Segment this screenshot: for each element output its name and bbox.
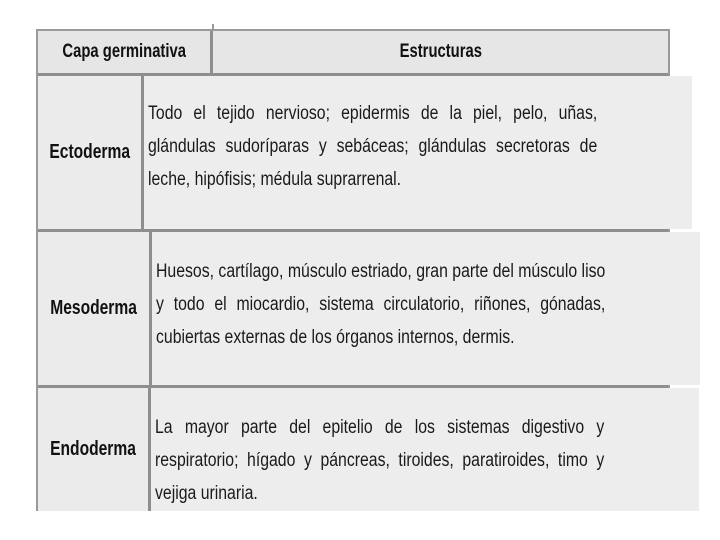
layer-cell [38, 76, 144, 229]
structures-text-ectoderm: Todo el tejido nervioso; epidermis de la piel, pelo, uñas, glándulas sudoríparas y sebáceas; glándulas secretoras de leche, hipófisis; médula suprarrenal. [148, 103, 598, 190]
germ-layer-table [36, 29, 670, 511]
table-header-row [38, 31, 668, 76]
structures-cell [151, 388, 699, 511]
table-row [38, 388, 668, 511]
structures-text-mesoderm: Huesos, cartílago, músculo estriado, gran parte del músculo liso y todo el miocardio, sistema circulatorio, riñones, gónadas, cubiertas externas de los órganos internos, dermis. [156, 261, 606, 348]
layer-name-endoderm: Endoderma [50, 438, 136, 460]
layer-name-mesoderm: Mesoderma [50, 297, 137, 319]
layer-cell [38, 388, 151, 511]
layer-cell [38, 232, 152, 385]
header-cell-structures [213, 31, 668, 73]
structures-text-endoderm: La mayor parte del epitelio de los sistemas digestivo y respiratorio; hígado y páncreas, tiroides, paratiroides, timo y vejiga urinaria. [155, 417, 605, 504]
structures-cell [152, 232, 700, 385]
structures-cell [144, 76, 692, 229]
table-row [38, 76, 668, 232]
header-layer-label: Capa germinativa [62, 41, 186, 62]
table-row [38, 232, 668, 388]
header-cell-layer [38, 31, 213, 73]
header-structures-label: Estructuras [399, 41, 482, 62]
layer-name-ectoderm: Ectoderma [49, 141, 131, 163]
